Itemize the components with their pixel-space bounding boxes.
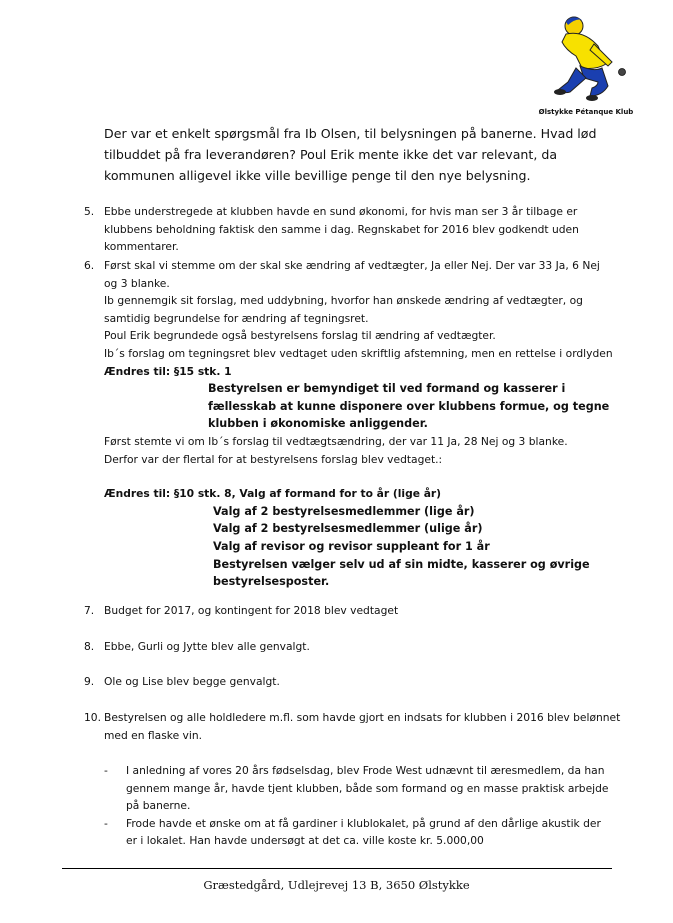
bullet-item — [104, 815, 614, 850]
item6-line5: Ib´s forslag om tegningsret blev vedtaget uden skriftlig afstemning, men en rettelse i ordlyden — [104, 346, 613, 360]
amendment-1-heading: Ændres til: §15 stk. 1 — [104, 364, 232, 378]
amendment-2-heading: Ændres til: §10 stk. 8, Valg af formand for to år (lige år) — [104, 487, 442, 501]
footer-divider — [62, 868, 612, 869]
list-item-7 — [84, 602, 624, 620]
item-number: 6. — [84, 259, 95, 272]
list-item-5 — [84, 203, 624, 256]
list-item-9 — [84, 673, 624, 691]
list-item-10 — [84, 709, 624, 744]
intro-paragraph: Der var et enkelt spørgsmål fra Ib Olsen, til belysningen på banerne. Hvad lød tilbuddet på fra leverandøren? Poul Erik mente ikke det var relevant, da kommunen alligevel ikke ville bevillige penge til den nye belysning. — [104, 126, 597, 183]
item6-line1: Først skal vi stemme om der skal ske ændring af vedtægter, Ja eller Nej. Der var 33 Ja, 6 Nej — [104, 259, 600, 272]
bullet-list — [104, 762, 614, 850]
item6-line6: Først stemte vi om Ib´s forslag til vedtægtsændring, der var 11 Ja, 28 Nej og 3 blanke. — [104, 434, 568, 448]
item-text: Bestyrelsen og alle holdledere m.fl. som havde gjort en indsats for klubben i 2016 blev belønnet med en flaske vin. — [104, 711, 621, 742]
item-number: 9. — [84, 675, 95, 688]
amendment-2-line: Valg af revisor og revisor suppleant for 1 år — [213, 539, 490, 553]
item-text: Budget for 2017, og kontingent for 2018 blev vedtaget — [104, 604, 399, 617]
item-text: Ebbe understregede at klubben havde en sund økonomi, for hvis man ser 3 år tilbage er klubbens beholdning faktisk den samme i dag. Regnskabet for 2016 blev godkendt uden kommentarer. — [104, 205, 579, 254]
list-item-6 — [84, 257, 624, 591]
amendment-1-body: Bestyrelsen er bemyndiget til ved formand og kasserer i fællesskab at kunne disponere over klubbens formue, og tegne klubben i økonomiske anliggender. — [208, 382, 610, 431]
bullet-dash: - — [104, 816, 108, 830]
bullet-dash: - — [104, 764, 108, 777]
item6-line2: og 3 blanke. — [104, 276, 170, 290]
petanque-player-icon — [536, 12, 636, 108]
logo-caption: Ølstykke Pétanque Klub — [538, 108, 634, 116]
item-number: 8. — [84, 640, 95, 653]
footer-address: Græstedgård, Udlejrevej 13 B, 3650 Ølstykke — [203, 878, 470, 892]
amendment-2-line: Bestyrelsen vælger selv ud af sin midte, kasserer og øvrige bestyrelsesposter. — [213, 557, 590, 589]
item6-line7: Derfor var der flertal for at bestyrelsens forslag blev vedtaget.: — [104, 452, 443, 466]
bullet-item — [104, 762, 614, 815]
item-number: 7. — [84, 604, 95, 617]
club-logo — [536, 12, 636, 120]
bullet-text: I anledning af vores 20 års fødselsdag, blev Frode West udnævnt til æresmedlem, da han gennem mange år, havde tjent klubben, både som formand og en masse praktisk arbejde på banerne. — [126, 764, 609, 813]
item-number: 5. — [84, 205, 95, 218]
item6-line4: Poul Erik begrundede også bestyrelsens forslag til ændring af vedtægter. — [104, 329, 496, 343]
item-text: Ole og Lise blev begge genvalgt. — [104, 675, 280, 688]
bullet-text: Frode havde et ønske om at få gardiner i klublokalet, på grund af den dårlige akustik der er i lokalet. Han havde undersøgt at det ca. ville koste kr. 5.000,00 — [126, 816, 601, 848]
amendment-2-line: Valg af 2 bestyrelsesmedlemmer (lige år) — [213, 504, 475, 518]
list-item-8 — [84, 638, 624, 656]
item6-line3: Ib gennemgik sit forslag, med uddybning, hvorfor han ønskede ændring af vedtægter, og samtidig begrundelse for ændring af tegningsret. — [104, 294, 583, 325]
item-text: Ebbe, Gurli og Jytte blev alle genvalgt. — [104, 640, 310, 653]
amendment-2-line: Valg af 2 bestyrelsesmedlemmer (ulige år) — [213, 522, 483, 536]
item-number: 10. — [84, 711, 101, 724]
